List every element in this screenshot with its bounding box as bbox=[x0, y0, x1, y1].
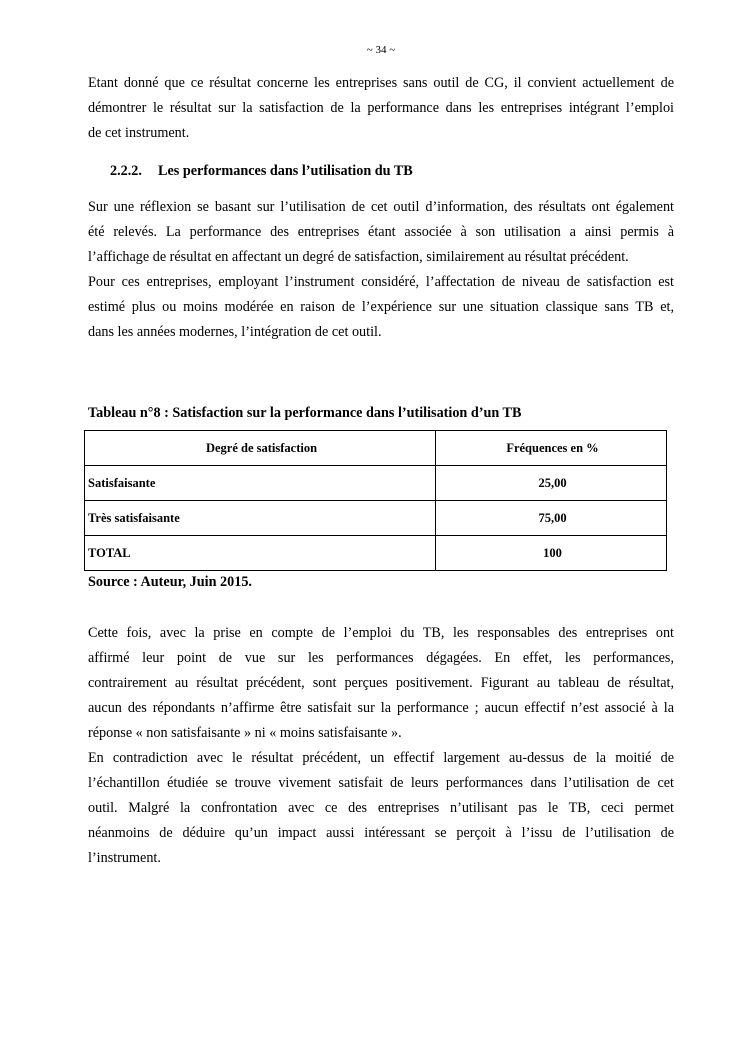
table-row-total bbox=[85, 536, 667, 571]
text-line: contrairement au résultat précédent, sont perçues positivement. Figurant au tableau de résultat, bbox=[88, 675, 674, 691]
section-number: 2.2.2. bbox=[110, 163, 142, 179]
table-cell-label: Satisfaisante bbox=[85, 466, 436, 501]
table-source: Source : Auteur, Juin 2015. bbox=[88, 574, 252, 590]
table-caption: Tableau n°8 : Satisfaction sur la performance dans l’utilisation d’un TB bbox=[88, 405, 522, 421]
table-row bbox=[85, 501, 667, 536]
body-paragraph-3 bbox=[88, 746, 674, 871]
text-line: réponse « non satisfaisante » ni « moins satisfaisante ». bbox=[88, 725, 402, 741]
text-line: outil. Malgré la confrontation avec ce des entreprises n’utilisant pas le TB, ceci permet bbox=[88, 800, 674, 816]
text-line: dans les années modernes, l’intégration de cet outil. bbox=[88, 324, 382, 340]
table-header-cell: Fréquences en % bbox=[436, 431, 667, 466]
section-heading bbox=[110, 160, 413, 182]
table-row bbox=[85, 466, 667, 501]
text-line: En contradiction avec le résultat précédent, un effectif largement au-dessus de la moitié de bbox=[88, 750, 674, 766]
text-line: néanmoins de déduire qu’un impact aussi intéressant se perçoit à l’issu de l’utilisation de bbox=[88, 825, 674, 841]
table-header-cell: Degré de satisfaction bbox=[85, 431, 436, 466]
text-line: aucun des répondants n’affirme être satisfait sur la performance ; aucun effectif n’est associé à la bbox=[88, 700, 674, 716]
text-line: démontrer le résultat sur la satisfaction de la performance dans les entreprises intégrant l’emploi bbox=[88, 100, 674, 116]
text-line: de cet instrument. bbox=[88, 125, 190, 141]
text-line: été relevés. La performance des entreprises étant associée à son utilisation a ainsi permis à bbox=[88, 224, 674, 240]
section-title: Les performances dans l’utilisation du TB bbox=[158, 163, 413, 179]
table-header-row bbox=[85, 431, 667, 466]
satisfaction-table bbox=[84, 430, 667, 571]
table-cell-value: 100 bbox=[436, 536, 667, 571]
text-line: l’échantillon étudiée se trouve vivement satisfait de leurs performances dans l’utilisation de cet bbox=[88, 775, 674, 791]
table-cell-value: 25,00 bbox=[436, 466, 667, 501]
table-cell-label: TOTAL bbox=[85, 536, 436, 571]
text-line: Etant donné que ce résultat concerne les entreprises sans outil de CG, il convient actuellement de bbox=[88, 75, 674, 91]
intro-paragraph bbox=[88, 71, 674, 146]
text-line: Sur une réflexion se basant sur l’utilisation de cet outil d’information, des résultats ont également bbox=[88, 199, 674, 215]
text-line: l’affichage de résultat en affectant un degré de satisfaction, similairement au résultat précédent. bbox=[88, 249, 629, 265]
text-line: affirmé leur point de vue sur les performances dégagées. En effet, les performances, bbox=[88, 650, 674, 666]
page-number: ~ 34 ~ bbox=[366, 44, 396, 56]
body-paragraph-2 bbox=[88, 621, 674, 746]
text-line: Pour ces entreprises, employant l’instrument considéré, l’affectation de niveau de satisfaction est bbox=[88, 274, 674, 290]
text-line: estimé plus ou moins modérée en raison de l’expérience sur une situation classique sans TB et, bbox=[88, 299, 674, 315]
text-line: Cette fois, avec la prise en compte de l’emploi du TB, les responsables des entreprises ont bbox=[88, 625, 674, 641]
text-line: l’instrument. bbox=[88, 850, 161, 866]
table-cell-label: Très satisfaisante bbox=[85, 501, 436, 536]
table-cell-value: 75,00 bbox=[436, 501, 667, 536]
body-paragraph-1 bbox=[88, 195, 674, 345]
